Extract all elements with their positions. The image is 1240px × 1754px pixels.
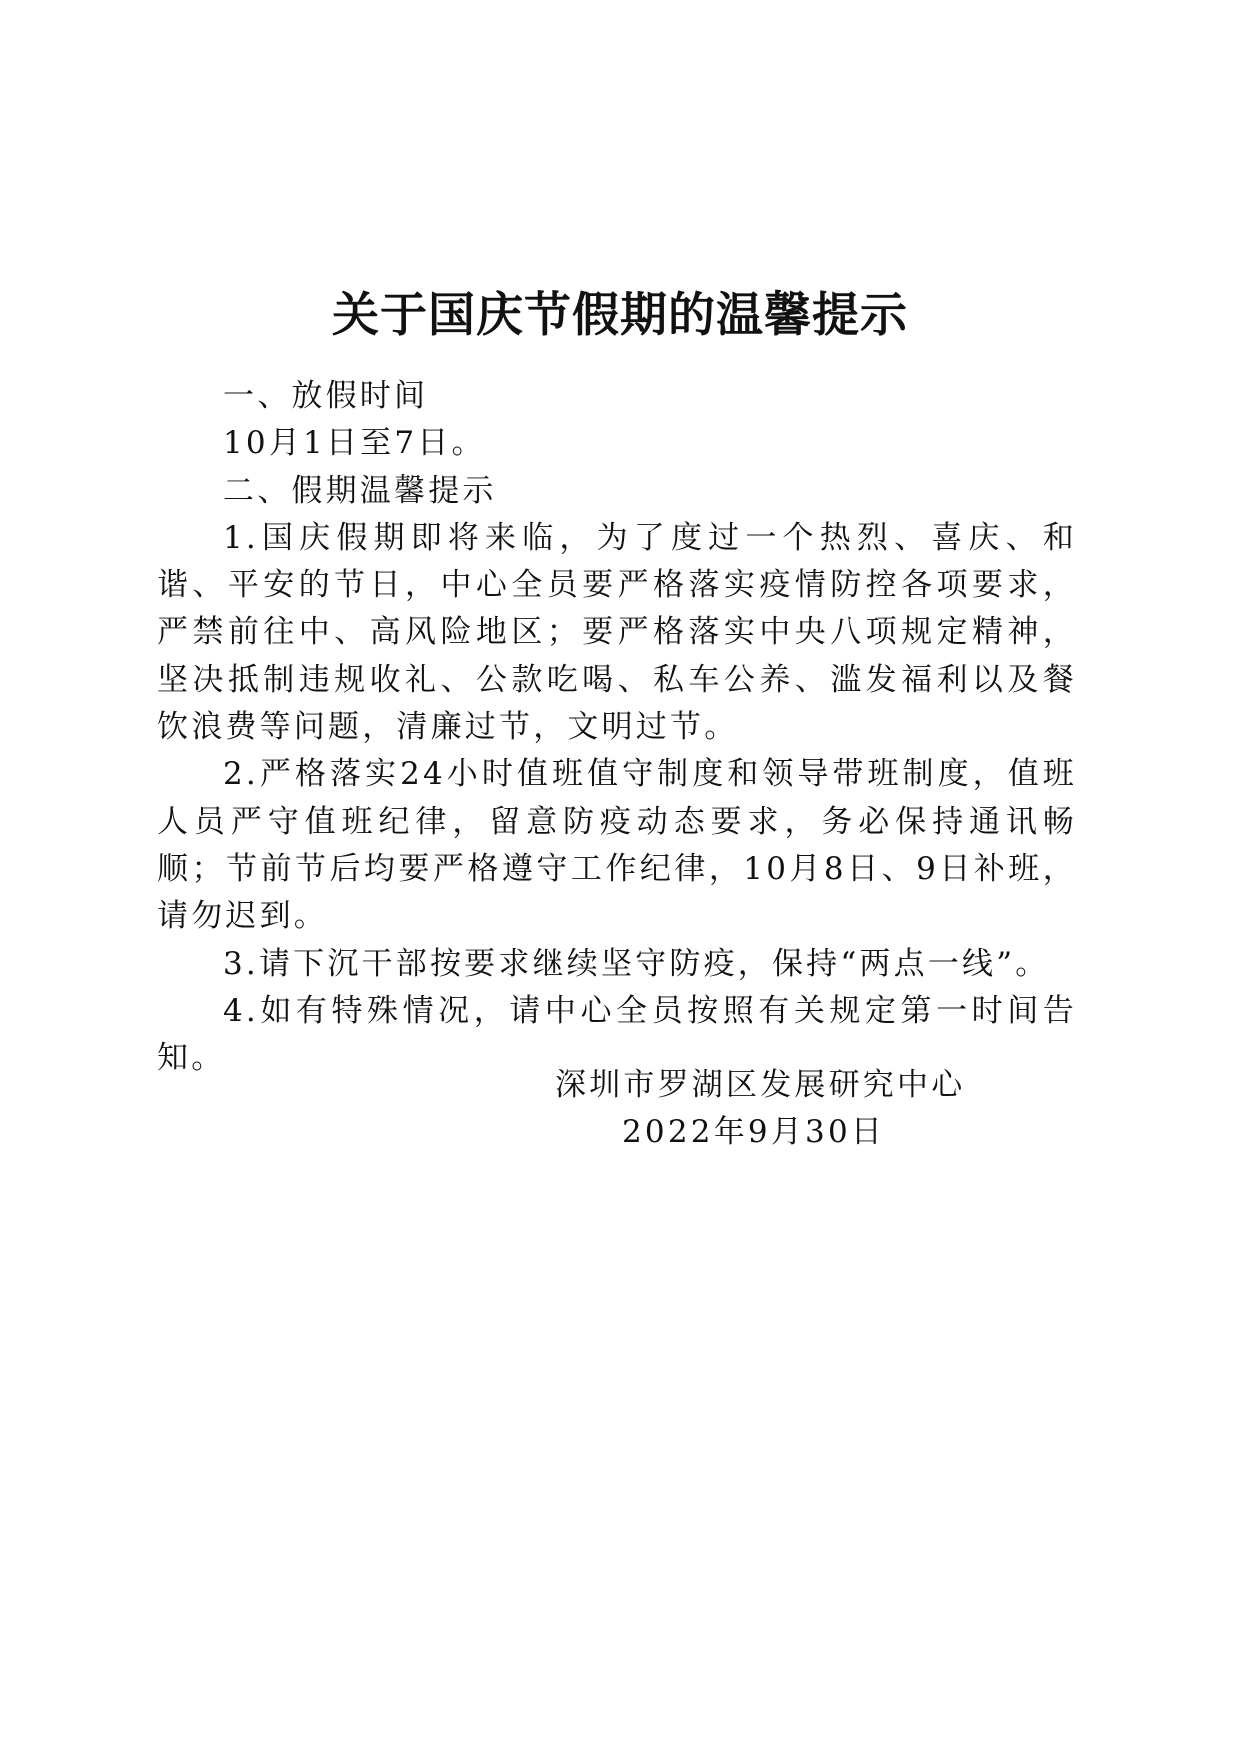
signature-date: 2022年9月30日 bbox=[622, 1114, 886, 1150]
reminder-item-4: 4.如有特殊情况，请中心全员按照有关规定第一时间告知。 bbox=[157, 992, 1077, 1077]
reminder-item-1: 1.国庆假期即将来临，为了度过一个热烈、喜庆、和谐、平安的节日，中心全员要严格落实疫情防控各项要求，严禁前往中、高风险地区；要严格落实中央八项规定精神，坚决抵制违规收礼、公款吃喝、私车公养、滥发福利以及餐饮浪费等问题，清廉过节，文明过节。 bbox=[157, 519, 1077, 746]
section-heading-reminders: 二、假期温馨提示 bbox=[223, 472, 497, 509]
document-body bbox=[157, 373, 1077, 1082]
section-heading-holiday-time: 一、放假时间 bbox=[223, 378, 429, 414]
reminder-item-3: 3.请下沉干部按要求继续坚守防疫，保持“两点一线”。 bbox=[223, 945, 1050, 982]
holiday-dates: 10月1日至7日。 bbox=[223, 425, 486, 462]
reminder-item-2: 2.严格落实24小时值班值守制度和领导带班制度，值班人员严守值班纪律，留意防疫动态要求，务必保持通讯畅顺；节前节后均要严格遵守工作纪律，10月8日、9日补班，请勿迟到。 bbox=[157, 756, 1077, 935]
document-title: 关于国庆节假期的温馨提示 bbox=[332, 288, 908, 344]
signature-organization: 深圳市罗湖区发展研究中心 bbox=[555, 1067, 966, 1103]
